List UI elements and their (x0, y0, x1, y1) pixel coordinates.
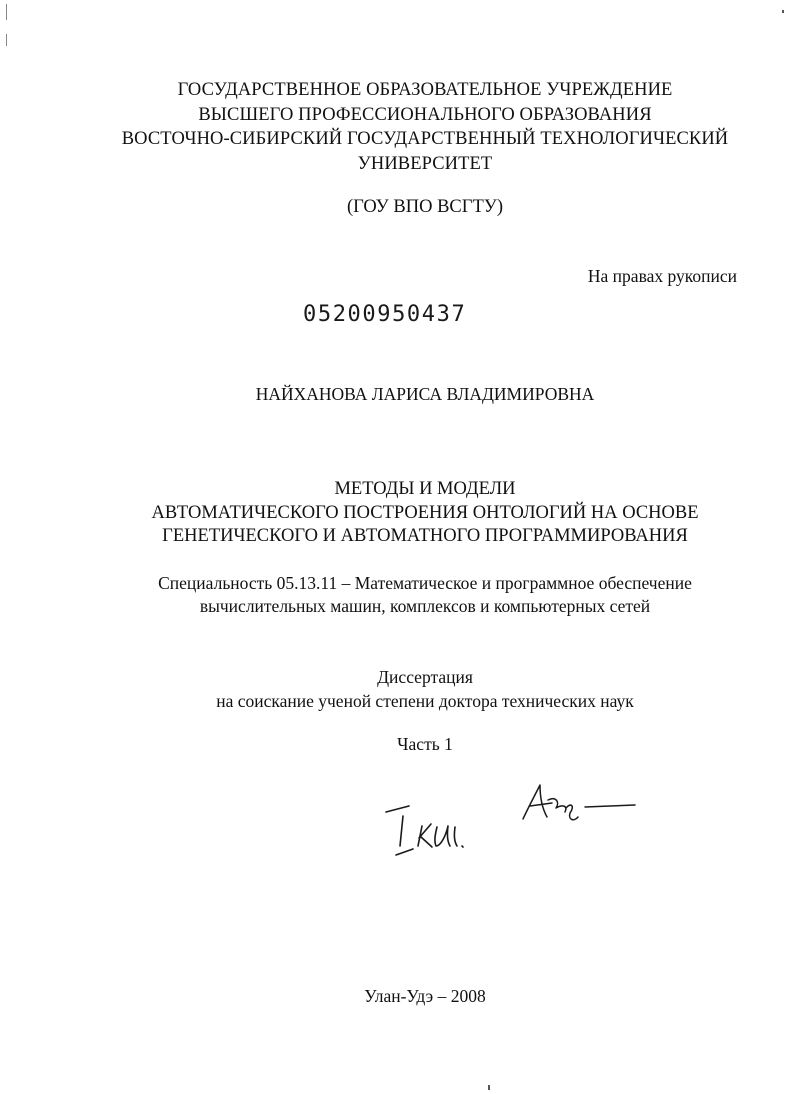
handwritten-volume-note (386, 806, 463, 855)
title-line: ГЕНЕТИЧЕСКОГО И АВТОМАТНОГО ПРОГРАММИРОВАНИЯ (162, 526, 688, 546)
thesis-part: Часть 1 (397, 734, 453, 754)
specialty-line: вычислительных машин, комплексов и компьютерных сетей (199, 596, 651, 616)
institution-abbreviation: (ГОУ ВПО ВСГТУ) (346, 197, 504, 217)
institution-line: ГОСУДАРСТВЕННОЕ ОБРАЗОВАТЕЛЬНОЕ УЧРЕЖДЕНИЕ (177, 80, 673, 100)
institution-line: УНИВЕРСИТЕТ (357, 153, 493, 174)
title-line: МЕТОДЫ И МОДЕЛИ (334, 479, 516, 499)
thesis-degree: на соискание ученой степени доктора технических наук (216, 690, 634, 711)
city-year: Улан-Удэ – 2008 (364, 986, 486, 1006)
specialty-line: Специальность 05.13.11 – Математическое и программное обеспечение (158, 573, 692, 593)
author-name: НАЙХАНОВА ЛАРИСА ВЛАДИМИРОВНА (255, 384, 595, 404)
signature (523, 785, 635, 820)
title-line: АВТОМАТИЧЕСКОГО ПОСТРОЕНИЯ ОНТОЛОГИЙ НА ОСНОВЕ (151, 502, 699, 523)
registration-code: 05200950437 (303, 302, 467, 327)
institution-line: ВЫСШЕГО ПРОФЕССИОНАЛЬНОГО ОБРАЗОВАНИЯ (198, 104, 652, 125)
manuscript-rights-note: На правах рукописи (587, 266, 737, 286)
institution-line: ВОСТОЧНО-СИБИРСКИЙ ГОСУДАРСТВЕННЫЙ ТЕХНОЛОГИЧЕСКИЙ (121, 129, 729, 149)
thesis-type: Диссертация (377, 667, 473, 687)
